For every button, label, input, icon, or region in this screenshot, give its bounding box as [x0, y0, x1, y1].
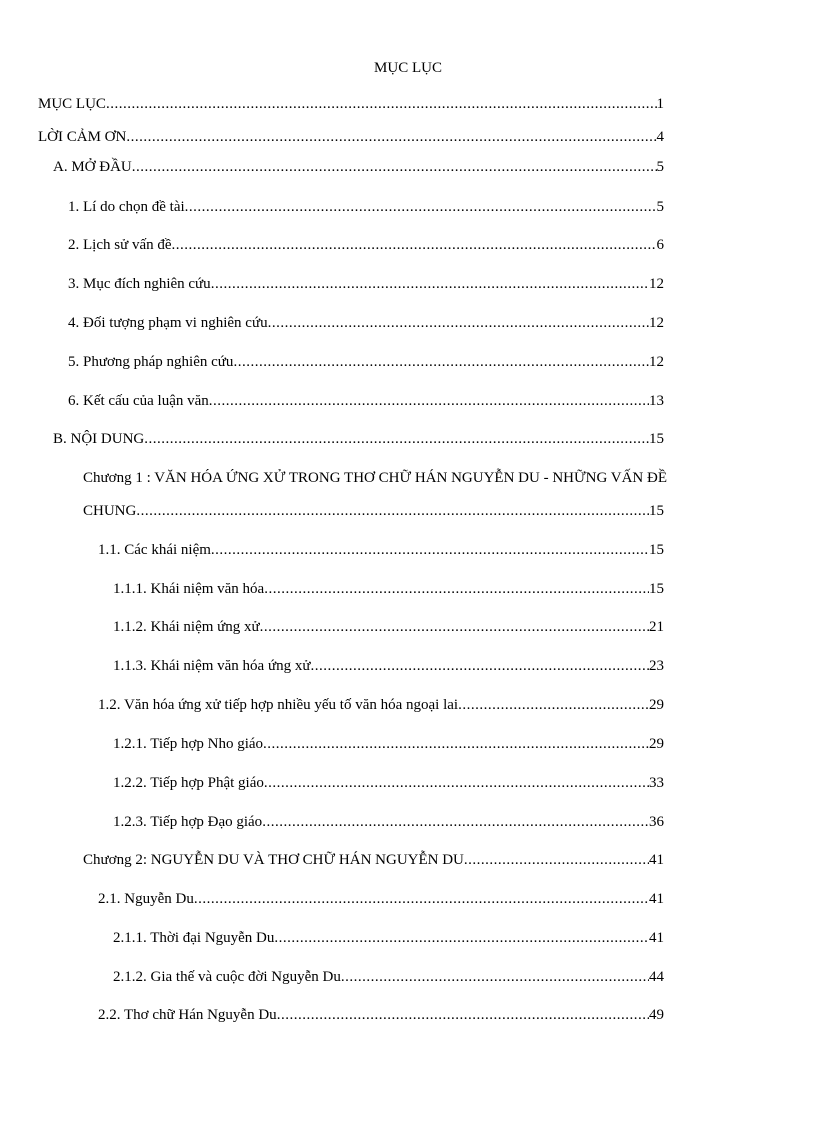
toc-entry-page: 29 [649, 736, 664, 752]
toc-entry-label: 2.1. Nguyễn Du [98, 891, 194, 907]
dot-leader [274, 928, 649, 948]
toc-entry-page: 33 [649, 775, 664, 791]
dot-leader [172, 235, 657, 255]
dot-leader [260, 617, 649, 637]
toc-entry-page: 12 [649, 354, 664, 370]
toc-entry-page: 5 [656, 159, 664, 175]
toc-entry-label: 5. Phương pháp nghiên cứu [68, 354, 234, 370]
toc-entry-page: 6 [656, 237, 664, 253]
toc-entry-muc-dich[interactable] [68, 274, 664, 294]
dot-leader [464, 850, 649, 870]
toc-entry-label: 1. Lí do chọn đề tài [68, 199, 185, 215]
toc-entry-page: 15 [649, 581, 664, 597]
toc-entry-page: 41 [649, 852, 664, 868]
toc-entry-1-2[interactable] [98, 695, 664, 715]
toc-entry-label: 1.1. Các khái niệm [98, 542, 211, 558]
toc-entry-page: 4 [656, 129, 664, 145]
toc-entry-label: 1.1.2. Khái niệm ứng xử [113, 619, 260, 635]
toc-entry-1-1-1[interactable] [113, 579, 664, 599]
toc-entry-label: 1.2. Văn hóa ứng xử tiếp hợp nhiều yếu tố văn hóa ngoại lai [98, 697, 459, 713]
toc-entry-label: 1.1.1. Khái niệm văn hóa [113, 581, 265, 597]
toc-entry-chuong-1-line1[interactable] [83, 468, 667, 488]
toc-entry-ket-cau[interactable] [68, 391, 664, 411]
toc-entry-page: 41 [649, 930, 664, 946]
toc-entry-chuong-1-line2[interactable] [83, 501, 664, 521]
toc-entry-label: CHUNG [83, 503, 137, 519]
dot-leader [211, 274, 649, 294]
dot-leader [264, 579, 649, 599]
toc-entry-page: 15 [649, 503, 664, 519]
toc-entry-label: 2. Lịch sử vấn đề [68, 237, 172, 253]
toc-entry-label: 1.2.3. Tiếp hợp Đạo giáo [113, 814, 263, 830]
page-title: MỤC LỤC [374, 60, 442, 76]
toc-entry-doi-tuong[interactable] [68, 313, 664, 333]
toc-entry-noi-dung[interactable] [53, 429, 664, 449]
toc-entry-lich-su[interactable] [68, 235, 664, 255]
dot-leader [263, 734, 649, 754]
toc-entry-li-do[interactable] [68, 197, 664, 217]
dot-leader [211, 540, 649, 560]
dot-leader [185, 197, 657, 217]
toc-entry-phuong-phap[interactable] [68, 352, 664, 372]
toc-entry-page: 12 [649, 276, 664, 292]
toc-entry-label: 2.1.1. Thời đại Nguyễn Du [113, 930, 275, 946]
dot-leader [126, 127, 656, 147]
dot-leader [233, 352, 649, 372]
toc-entry-page: 15 [649, 542, 664, 558]
dot-leader [264, 773, 649, 793]
toc-entry-label: 3. Mục đích nghiên cứu [68, 276, 211, 292]
toc-entry-page: 21 [649, 619, 664, 635]
toc-entry-2-1[interactable] [98, 889, 664, 909]
toc-entry-2-1-1[interactable] [113, 928, 664, 948]
toc-entry-mo-dau[interactable] [53, 157, 664, 177]
toc-entry-page: 13 [649, 393, 664, 409]
toc-entry-label: 1.2.2. Tiếp hợp Phật giáo [113, 775, 264, 791]
dot-leader [341, 967, 649, 987]
dot-leader [310, 656, 649, 676]
toc-entry-1-2-1[interactable] [113, 734, 664, 754]
toc-entry-page: 36 [649, 814, 664, 830]
dot-leader [209, 391, 649, 411]
toc-entry-loi-cam-on[interactable] [38, 127, 664, 147]
toc-entry-page: 29 [649, 697, 664, 713]
dot-leader [268, 313, 649, 333]
toc-entry-page: 1 [656, 96, 664, 112]
toc-entry-label: 2.1.2. Gia thế và cuộc đời Nguyễn Du [113, 969, 341, 985]
toc-entry-1-1-2[interactable] [113, 617, 664, 637]
dot-leader [144, 429, 649, 449]
toc-entry-2-2[interactable] [98, 1005, 664, 1025]
toc-entry-label: 4. Đối tượng phạm vi nghiên cứu [68, 315, 268, 331]
dot-leader [458, 695, 649, 715]
toc-entry-1-1-3[interactable] [113, 656, 664, 676]
dot-leader [132, 157, 657, 177]
toc-entry-label: 1.2.1. Tiếp hợp Nho giáo [113, 736, 264, 752]
toc-entry-page: 49 [649, 1007, 664, 1023]
dot-leader [262, 812, 649, 832]
toc-entry-page: 44 [649, 969, 664, 985]
toc-entry-2-1-2[interactable] [113, 967, 664, 987]
toc-entry-page: 5 [656, 199, 664, 215]
toc-entry-label: A. MỞ ĐẦU [53, 159, 132, 175]
toc-entry-label: 2.2. Thơ chữ Hán Nguyễn Du [98, 1007, 277, 1023]
toc-entry-label: MỤC LỤC [38, 96, 106, 112]
toc-entry-label: Chương 2: NGUYỄN DU VÀ THƠ CHỮ HÁN NGUYỄN DU [83, 852, 464, 868]
toc-entry-label: Chương 1 : VĂN HÓA ỨNG XỬ TRONG THƠ CHỮ HÁN NGUYỄN DU - NHỮNG VẤN ĐỀ [83, 470, 668, 486]
toc-entry-page: 12 [649, 315, 664, 331]
toc-entry-1-1[interactable] [98, 540, 664, 560]
toc-entry-1-2-3[interactable] [113, 812, 664, 832]
toc-entry-label: 6. Kết cấu của luận văn [68, 393, 209, 409]
dot-leader [106, 94, 657, 114]
toc-entry-label: B. NỘI DUNG [53, 431, 145, 447]
toc-entry-1-2-2[interactable] [113, 773, 664, 793]
toc-entry-page: 41 [649, 891, 664, 907]
toc-entry-muc-luc[interactable] [38, 94, 664, 114]
toc-entry-page: 15 [649, 431, 664, 447]
toc-entry-page: 23 [649, 658, 664, 674]
toc-entry-chuong-2[interactable] [83, 850, 664, 870]
dot-leader [136, 501, 649, 521]
dot-leader [194, 889, 649, 909]
dot-leader [277, 1005, 649, 1025]
toc-entry-label: 1.1.3. Khái niệm văn hóa ứng xử [113, 658, 311, 674]
toc-entry-label: LỜI CẢM ƠN [38, 129, 127, 145]
